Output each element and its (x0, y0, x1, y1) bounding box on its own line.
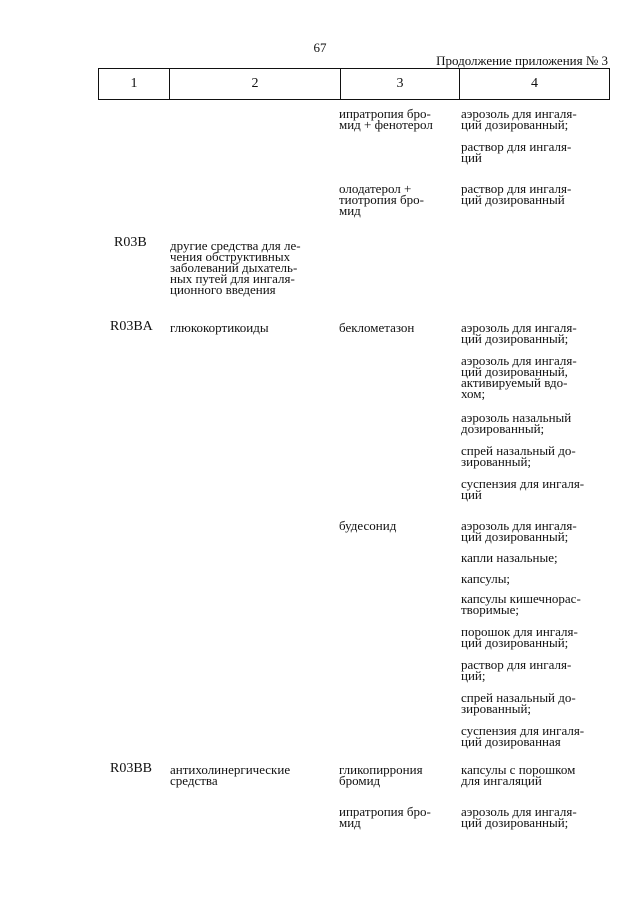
drug-name: ипратропия бро- мид + фенотерол (339, 106, 433, 132)
dosage-form: аэрозоль для ингаля- ций дозированный, активируемый вдо- хом; (461, 353, 577, 401)
dosage-form: аэрозоль для ингаля- ций дозированный; (461, 518, 577, 544)
dosage-form: аэрозоль для ингаля- ций дозированный; (461, 804, 577, 830)
dosage-form: аэрозоль для ингаля- ций дозированный; (461, 320, 577, 346)
dosage-form: раствор для ингаля- ций дозированный (461, 181, 572, 207)
drug-name: олодатерол + тиотропия бро- мид (339, 181, 424, 218)
appendix-continuation-note: Продолжение приложения № 3 (436, 53, 608, 68)
dosage-form: капсулы; (461, 571, 511, 586)
dosage-form: спрей назальный до- зированный; (461, 443, 576, 469)
dosage-form: суспензия для ингаля- ций дозированная (461, 723, 585, 749)
atc-code: R03BB (110, 761, 153, 776)
drug-name: будесонид (339, 518, 397, 533)
group-name: глюкокортикоиды (170, 320, 269, 335)
dosage-form: аэрозоль для ингаля- ций дозированный; (461, 106, 577, 132)
atc-code: R03B (114, 235, 147, 250)
dosage-form: суспензия для ингаля- ций (461, 476, 585, 502)
dosage-form: аэрозоль назальный дозированный; (461, 410, 572, 436)
column-header-3: 3 (341, 69, 460, 100)
dosage-form: капсулы с порошком для ингаляций (461, 762, 576, 788)
drug-name: беклометазон (339, 320, 415, 335)
group-name: антихолинергические средства (170, 762, 291, 788)
page-number: 67 (313, 40, 327, 55)
column-header-1: 1 (99, 69, 170, 100)
dosage-form: капли назальные; (461, 550, 558, 565)
drug-name: ипратропия бро- мид (339, 804, 431, 830)
dosage-form: спрей назальный до- зированный; (461, 690, 576, 716)
atc-code: R03BA (110, 319, 153, 334)
group-name: другие средства для ле- чения обструктивных заболеваний дыхатель- ных путей для ингаля- ционного введения (170, 238, 301, 297)
dosage-form: порошок для ингаля- ций дозированный; (461, 624, 578, 650)
drug-name: гликопиррония бромид (339, 762, 423, 788)
column-header-4: 4 (460, 69, 610, 100)
dosage-form: капсулы кишечнорас- творимые; (461, 591, 581, 617)
dosage-form: раствор для ингаля- ций (461, 139, 572, 165)
dosage-form: раствор для ингаля- ций; (461, 657, 572, 683)
column-header-table (98, 68, 610, 100)
column-header-2: 2 (170, 69, 341, 100)
